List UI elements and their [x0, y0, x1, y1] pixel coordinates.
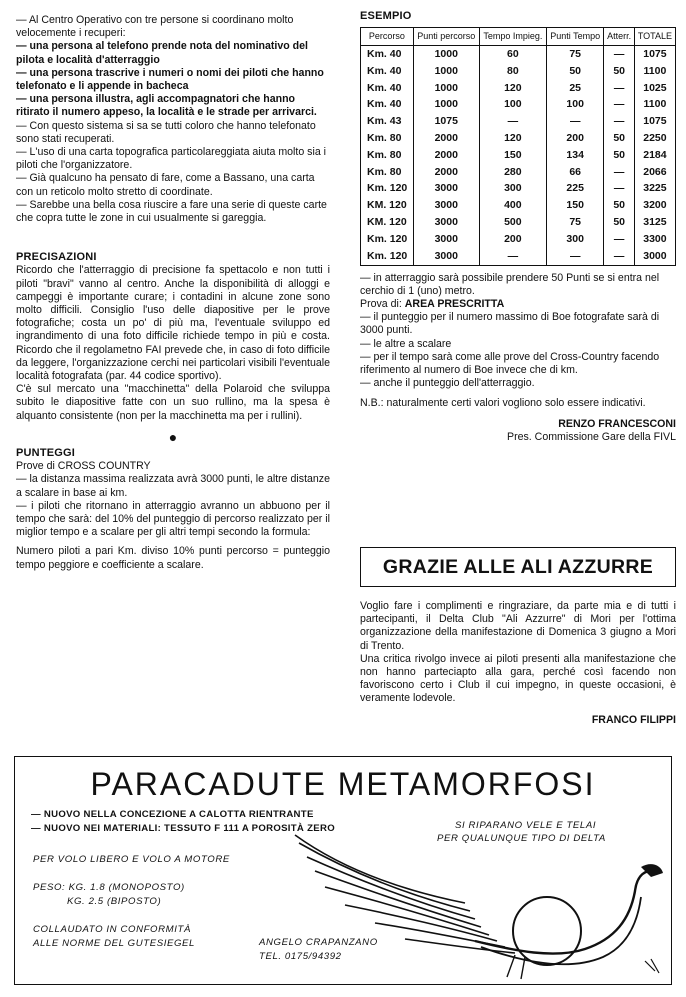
area-note-3: — per il tempo sarà come alle prove del Cross-Country facendo riferimento al numero di Boe invece che di km.	[360, 350, 660, 376]
table-cell: —	[604, 164, 634, 181]
table-cell: 60	[479, 46, 546, 63]
table-cell: —	[604, 46, 634, 63]
table-row	[361, 80, 676, 97]
table-cell: 3000	[413, 197, 479, 214]
table-cell: 75	[546, 214, 604, 231]
intro-paragraph-4: — una persona illustra, agli accompagnatori che hanno ritirato il numero appeso, la località e le strade per arrivarci.	[16, 93, 317, 119]
table-cell: 25	[546, 80, 604, 97]
table-row	[361, 97, 676, 114]
table-cell: 134	[546, 147, 604, 164]
table-cell: 1000	[413, 80, 479, 97]
grazie-paragraph-2: Una critica rivolgo invece ai piloti presenti alla manifestazione che non hanno parteciapto alla gara, perché così facendo non favoriscono certo i Club il cui impegno, in queste occasioni, è veramente lodevole.	[360, 652, 676, 705]
table-cell: 1100	[634, 97, 675, 114]
table-cell: 1100	[634, 63, 675, 80]
table-cell: 2000	[413, 130, 479, 147]
intro-paragraph-7: — Già qualcuno ha pensato di fare, come a Bassano, una carta con un reticolo molto stretto di coordinate.	[16, 172, 315, 198]
area-note-1: — il punteggio per il numero massimo di Boe fotografate sarà di 3000 punti.	[360, 311, 660, 337]
ad-feature-1: — NUOVO NELLA CONCEZIONE A CALOTTA RIENTRANTE	[31, 809, 314, 820]
table-row	[361, 147, 676, 164]
ad-certification-1: COLLAUDATO IN CONFORMITÀ	[33, 924, 191, 935]
signature-name: RENZO FRANCESCONI	[558, 417, 676, 430]
punteggi-formula: Numero piloti a pari Km. diviso 10% punti percorso = punteggio tempo peggiore e coefficiente a scalare.	[16, 545, 330, 571]
table-cell: —	[604, 80, 634, 97]
table-cell: Km. 40	[361, 63, 414, 80]
ad-contact-name: ANGELO CRAPANZANO	[259, 937, 378, 948]
grazie-article	[360, 600, 676, 727]
table-cell: Km. 80	[361, 147, 414, 164]
area-note-4: — anche il punteggio dell'atterraggio.	[360, 377, 535, 390]
table-cell: 1000	[413, 97, 479, 114]
intro-paragraph-2: — una persona al telefono prende nota del nominativo del pilota e località d'atterraggio	[16, 40, 308, 66]
table-cell: 3225	[634, 181, 675, 198]
table-cell: 50	[604, 197, 634, 214]
intro-paragraph-8: — Sarebbe una bella cosa riuscire a fare una serie di queste carte che copra tutte le zone in cui usualmente si gareggia.	[16, 198, 327, 225]
intro-paragraph-3: — una persona trascrive i numeri o nomi dei piloti che hanno telefonato e li appende in bacheca	[16, 66, 324, 93]
table-cell: 50	[546, 63, 604, 80]
table-row	[361, 63, 676, 80]
table-cell: —	[604, 97, 634, 114]
table-cell: Km. 120	[361, 248, 414, 265]
table-row	[361, 197, 676, 214]
table-cell: 2184	[634, 147, 675, 164]
table-cell: KM. 120	[361, 197, 414, 214]
table-cell: 2066	[634, 164, 675, 181]
table-cell: 50	[604, 63, 634, 80]
table-cell: 120	[479, 130, 546, 147]
table-cell: Km. 120	[361, 181, 414, 198]
table-cell: 3000	[413, 248, 479, 265]
ad-title: PARACADUTE METAMORFOSI	[90, 766, 596, 802]
precisazioni-paragraph-1: Ricordo che l'atterraggio di precisione fa spettacolo e non tutti i piloti "bravi" vanno al centro. Anche la disponibilità di alloggi e campeggi è importante curare; i contadini in alcune zone sono molto difficili. Consiglio l'uso delle diapositive per le prove fotografiche; costa un po' di più ma, l'eventuale sviluppo ed ingrandimento di una foto difficile richiede tempo in più e costa. Ricordo che il regolametno FAI prevede che, in caso di foto difficile da leggere, l'organizzazione cerchi nei particolari visibili l'eventuale località fotografata (par. 44 codice sportivo).	[16, 264, 330, 383]
punteggi-paragraph-1: — la distanza massima realizzata avrà 3000 punti, le altre distanze a scalare in base ai km.	[16, 473, 330, 499]
table-row	[361, 113, 676, 130]
table-cell: 120	[479, 80, 546, 97]
table-cell: 3000	[634, 248, 675, 265]
precisazioni-paragraph-2: C'è sul mercato una "macchinetta" della Polaroid che sviluppa subito le diapositive fatte con un suo rullino, ma la spesa è alquanto consistente (non per la macchinetta ma per i rullini).	[16, 383, 330, 422]
table-row	[361, 181, 676, 198]
punteggi-paragraph-2: — i piloti che ritornano in atterraggio avranno un abbuono per il tempo che sarà: del 10% del punteggio di percorso realizzato per il miglior tempo e a scalare per gli altri tempi secondo la formula:	[16, 499, 330, 539]
table-row	[361, 130, 676, 147]
prova-line	[360, 298, 676, 311]
table-header-cell: Tempo Impieg.	[479, 28, 546, 46]
table-cell: 50	[604, 130, 634, 147]
esempio-heading: ESEMPIO	[360, 10, 412, 22]
table-cell: 225	[546, 181, 604, 198]
table-cell: 100	[546, 97, 604, 114]
table-cell: Km. 120	[361, 231, 414, 248]
table-cell: —	[479, 248, 546, 265]
table-cell: 3000	[413, 231, 479, 248]
table-cell: 50	[604, 147, 634, 164]
intro-paragraph-6: — L'uso di una carta topografica particolareggiata aiuta molto sia i piloti che l'organizzatore.	[16, 146, 327, 172]
table-cell: 3300	[634, 231, 675, 248]
table-cell: 400	[479, 197, 546, 214]
table-cell: 3125	[634, 214, 675, 231]
table-cell: Km. 43	[361, 113, 414, 130]
table-row	[361, 248, 676, 265]
table-cell: 300	[479, 181, 546, 198]
table-cell: 2250	[634, 130, 675, 147]
table-cell: 3000	[413, 214, 479, 231]
table-cell: Km. 40	[361, 46, 414, 63]
table-cell: 200	[546, 130, 604, 147]
table-cell: 100	[479, 97, 546, 114]
table-header-cell: Punti percorso	[413, 28, 479, 46]
table-cell: —	[546, 248, 604, 265]
table-cell: 150	[479, 147, 546, 164]
table-row	[361, 46, 676, 63]
table-cell: —	[546, 113, 604, 130]
table-cell: KM. 120	[361, 214, 414, 231]
table-cell: 500	[479, 214, 546, 231]
ad-weight-2: KG. 2.5 (BIPOSTO)	[67, 896, 162, 907]
table-cell: —	[604, 231, 634, 248]
atterraggio-note: — in atterraggio sarà possibile prendere 50 Punti se si entra nel cerchio di 1 (uno) metro.	[360, 271, 660, 297]
table-header-cell: TOTALE	[634, 28, 675, 46]
table-cell: 1000	[413, 63, 479, 80]
area-prescritta-heading: AREA PRESCRITTA	[404, 297, 505, 310]
advertisement-box	[14, 756, 672, 985]
table-cell: Km. 80	[361, 164, 414, 181]
table-row	[361, 214, 676, 231]
table-cell: —	[604, 181, 634, 198]
ad-repair-1: SI RIPARANO VELE E TELAI	[455, 820, 597, 831]
bird-with-sun-icon	[285, 831, 665, 981]
ad-certification-2: ALLE NORME DEL GUTESIEGEL	[33, 938, 195, 949]
table-header-row	[361, 28, 676, 46]
ad-contact-phone: TEL. 0175/94392	[259, 951, 342, 962]
table-cell: —	[604, 113, 634, 130]
table-row	[361, 164, 676, 181]
table-header-cell: Percorso	[361, 28, 414, 46]
ad-weight-1: PESO: KG. 1.8 (MONOPOSTO)	[33, 882, 185, 893]
ad-repair-2: PER QUALUNQUE TIPO DI DELTA	[437, 833, 606, 844]
table-cell: —	[604, 248, 634, 265]
table-cell: 150	[546, 197, 604, 214]
intro-paragraph-1: — Al Centro Operativo con tre persone si coordinano molto velocemente i recuperi:	[16, 14, 294, 40]
punteggi-subtitle: Prove di CROSS COUNTRY	[16, 460, 151, 473]
area-note-2: — le altre a scalare	[360, 337, 452, 350]
grazie-paragraph-1: Voglio fare i complimenti e ringraziare, da parte mia e di tutti i partecipanti, il Delta Club "Ali Azzurre" di Mori per l'ottima organizzazione della manifestazione di Domenica 3 giugno a Mori di Trento.	[360, 600, 676, 652]
table-cell: 1025	[634, 80, 675, 97]
nb-note: N.B.: naturalmente certi valori vogliono solo essere indicativi.	[360, 397, 646, 410]
signature-role: Pres. Commissione Gare della FIVL	[507, 430, 676, 443]
table-cell: 2000	[413, 147, 479, 164]
section-bullet: ●	[168, 428, 178, 445]
table-cell: 80	[479, 63, 546, 80]
table-header-cell: Punti Tempo	[546, 28, 604, 46]
right-column	[360, 10, 676, 444]
table-cell: 1075	[634, 46, 675, 63]
left-column	[16, 14, 330, 572]
table-cell: 50	[604, 214, 634, 231]
table-row	[361, 231, 676, 248]
table-cell: 300	[546, 231, 604, 248]
table-cell: 2000	[413, 164, 479, 181]
intro-paragraph-5: — Con questo sistema si sa se tutti coloro che hanno telefonato sono stati recuperati.	[16, 119, 316, 145]
table-body	[361, 46, 676, 265]
prova-label: Prova di:	[360, 297, 402, 310]
table-cell: 280	[479, 164, 546, 181]
grazie-title-box	[360, 547, 676, 587]
table-cell: 1075	[634, 113, 675, 130]
table-cell: 75	[546, 46, 604, 63]
table-cell: 3000	[413, 181, 479, 198]
grazie-title: GRAZIE ALLE ALI AZZURRE	[382, 556, 654, 578]
ad-use: PER VOLO LIBERO E VOLO A MOTORE	[33, 854, 230, 865]
table-cell: —	[479, 113, 546, 130]
scoring-example-table	[360, 27, 676, 265]
punteggi-heading: PUNTEGGI	[16, 446, 76, 459]
table-cell: Km. 40	[361, 80, 414, 97]
table-cell: Km. 40	[361, 97, 414, 114]
ad-feature-2: — NUOVO NEI MATERIALI: TESSUTO F 111 A POROSITÀ ZERO	[31, 823, 335, 834]
table-header-cell: Atterr.	[604, 28, 634, 46]
grazie-signature: FRANCO FILIPPI	[591, 713, 676, 726]
table-cell: 1000	[413, 46, 479, 63]
precisazioni-heading: PRECISAZIONI	[16, 251, 97, 264]
table-cell: 3200	[634, 197, 675, 214]
table-cell: 200	[479, 231, 546, 248]
table-cell: 66	[546, 164, 604, 181]
table-cell: Km. 80	[361, 130, 414, 147]
table-cell: 1075	[413, 113, 479, 130]
